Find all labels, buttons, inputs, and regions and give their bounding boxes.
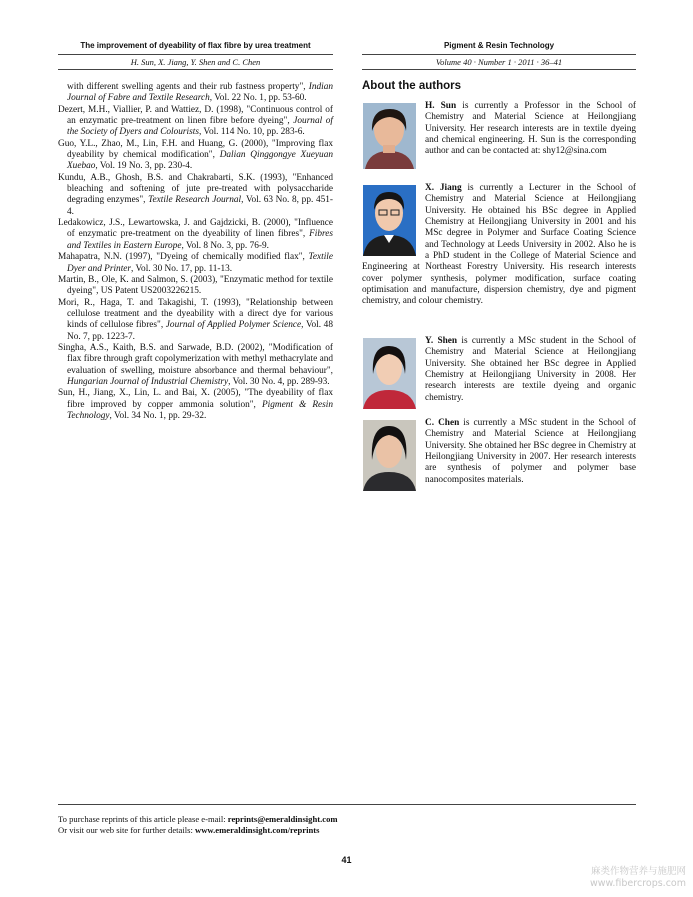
portrait-chen-icon — [363, 420, 416, 491]
reference-details: , Vol. 114 No. 10, pp. 283-6. — [198, 127, 305, 138]
reference-text: Singha, A.S., Kaith, B.S. and Sarwade, B.D. (2002), "Modification of flax fibre through graft copolymerization with methyl methacrylate and evaluation of swelling, moisture absorbance and thermal behaviour", — [58, 342, 333, 376]
about-authors-heading: About the authors — [362, 80, 462, 92]
reference-item — [58, 388, 333, 422]
author-bio-shen — [362, 336, 636, 411]
author-photo-chen — [363, 420, 416, 491]
reprints-email-link[interactable]: reprints@emeraldinsight.com — [227, 814, 338, 824]
reference-source: Textile Dyer and Printer — [67, 252, 333, 274]
reference-text: Ledakowicz, J.S., Lewartowska, J. and Gajdzicki, B. (2000), "Influence of enzymatic pre-treatment on the dyeability of linen fibres", — [58, 218, 333, 240]
author-photo-sun — [363, 103, 416, 169]
reference-item — [58, 275, 333, 298]
reference-item — [58, 343, 333, 388]
journal-volume: Volume 40 · Number 1 · 2011 · 36–41 — [435, 57, 563, 67]
author-bio-sun — [362, 101, 636, 171]
reference-source: Indian Journal of Fabre and Textile Research — [67, 82, 333, 104]
author-text-shen: is currently a MSc student in the School of Chemistry and Material Science at Heilongjiang University. She obtained her BSc degree in Applied Chemistry at Heilongjiang University in 2008. Her research interests are textile dyeing and organic chemistry. — [425, 336, 636, 403]
reference-item — [58, 252, 333, 275]
watermark — [566, 866, 686, 890]
reference-source: Journal of the Society of Dyers and Colourists — [67, 116, 333, 138]
watermark-line-2: www.fibercrops.com — [589, 878, 686, 889]
website-text: Or visit our web site for further details: — [58, 825, 195, 835]
portrait-jiang-icon — [363, 185, 416, 256]
author-text-chen: is currently a MSc student in the School of Chemistry and Material Science at Heilongjiang University. She obtained her BSc degree in Chemistry at Heilongjiang University in 2007. Her research interests are synthesis of polymer and polymer base nanocomposites materials. — [425, 418, 636, 485]
reference-details: , Vol. 22 No. 1, pp. 53-60. — [209, 93, 307, 104]
author-name-shen: Y. Shen — [425, 336, 458, 346]
reference-details: , Vol. 19 No. 3, pp. 230-4. — [95, 161, 193, 172]
author-text-jiang: is currently a Lecturer in the School of Chemistry and Material Science at Heilongjiang University. He obtained his BSc degree in Applied Chemistry at Heilongjiang University in 2001 and his MSc degree in Polymer and Surface Coating Science and Technology at Leeds University in 2002. Also he is a PhD student in the College of Material Science and Engineering at Northeast Forestry University. His research interests cover polymer synthesis, polymer modification, surface coating optimisation and manufacture, dispersion chemistry, dye and pigment chemistry, and colour chemistry. — [362, 183, 637, 307]
author-bio-chen — [362, 418, 636, 493]
reference-source: Fibres and Textiles in Eastern Europe — [67, 229, 333, 251]
reference-item — [58, 82, 333, 105]
reference-text: Mahapatra, N.N. (1997), "Dyeing of chemically modified flax", — [58, 252, 309, 263]
header-rule-left-bottom — [58, 69, 333, 70]
reprints-text: To purchase reprints of this article please e-mail: — [58, 814, 228, 824]
reference-text: with different swelling agents and their rub fastness property", — [67, 82, 309, 92]
watermark-line-1: 麻类作物营养与施肥网 — [590, 866, 686, 877]
reference-details: , Vol. 30 No. 17, pp. 11-13. — [131, 263, 233, 274]
reference-details: , Vol. 48 No. 7, pp. 1223-7. — [67, 320, 333, 342]
reference-text: Kundu, A.B., Ghosh, B.S. and Chakrabarti, S.K. (1993), "Enhanced bleaching and softening of jute pre-treated with polysaccharide degrading enzymes", — [58, 172, 333, 206]
reference-details: , Vol. 30 No. 4, pp. 289-93. — [228, 376, 330, 387]
reference-details: , Vol. 34 No. 1, pp. 29-32. — [109, 410, 207, 421]
footer-rule — [58, 804, 636, 805]
reference-source: Hungarian Journal of Industrial Chemistry — [67, 376, 229, 387]
header-rule-right — [362, 54, 636, 55]
reference-item — [58, 173, 333, 218]
author-photo-shen — [363, 338, 416, 409]
reference-text: Sun, H., Jiang, X., Lin, L. and Bai, X. (2005), "The dyeability of flax fibre improved by copper ammonia solution", — [58, 388, 333, 410]
author-name-jiang: X. Jiang — [425, 183, 462, 193]
author-name-chen: C. Chen — [425, 418, 460, 428]
journal-title: Pigment & Resin Technology — [443, 41, 555, 50]
page-number: 41 — [341, 855, 352, 865]
running-title: The improvement of dyeability of flax fibre by urea treatment — [80, 41, 311, 50]
reference-text: Dezert, M.H., Viallier, P. and Wattiez, D. (1998), "Continuous control of an enzymatic pre-treatment on linen fibre before dyeing", — [58, 104, 333, 127]
reference-list — [58, 82, 333, 422]
reference-details: , Vol. 63 No. 8, pp. 451-4. — [67, 195, 334, 217]
header-rule-left — [58, 54, 333, 55]
reprints-line — [58, 814, 338, 825]
reference-item — [58, 139, 333, 173]
author-photo-jiang — [363, 185, 416, 256]
reference-item — [58, 218, 333, 252]
reference-source: Dalian Qinggongye Xueyuan Xuebao — [67, 150, 333, 172]
reference-source: Pigment & Resin Technology — [67, 399, 333, 421]
running-authors: H. Sun, X. Jiang, Y. Shen and C. Chen — [130, 57, 261, 67]
portrait-shen-icon — [363, 338, 416, 409]
reference-item — [58, 105, 333, 139]
reference-text: Guo, Y.L., Zhao, M., Lin, F.H. and Huang, G. (2000), "Improving flax dyeability by chemical modification", — [58, 138, 333, 161]
reference-text: Mori, R., Haga, T. and Takagishi, T. (1993), "Relationship between cellulose treatment and the dyeability with a direct dye for various kinds of cellulose fibres", — [58, 297, 333, 331]
reference-item — [58, 298, 333, 343]
website-line — [58, 825, 338, 836]
reference-source: Journal of Applied Polymer Science — [165, 320, 302, 331]
portrait-sun-icon — [363, 103, 416, 169]
author-bio-jiang — [362, 183, 636, 308]
reprints-footer — [58, 814, 338, 836]
reference-text: Martin, B., Ole, K. and Salmon, S. (2003), "Enzymatic method for textile dyeing", US Patent US2003226215. — [58, 274, 333, 297]
header-rule-right-bottom — [362, 69, 636, 70]
reprints-url-link[interactable]: www.emeraldinsight.com/reprints — [195, 825, 320, 835]
author-text-sun: is currently a Professor in the School of Chemistry and Material Science at Heilongjiang University. Her research interests are in textile dyeing and chemical engineering. H. Sun is the corresponding author and can be contacted at: shy12@sina.com — [425, 101, 636, 157]
reference-details: , Vol. 8 No. 3, pp. 76-9. — [181, 240, 269, 251]
reference-source: Textile Research Journal — [148, 195, 242, 206]
author-name-sun: H. Sun — [425, 101, 457, 111]
